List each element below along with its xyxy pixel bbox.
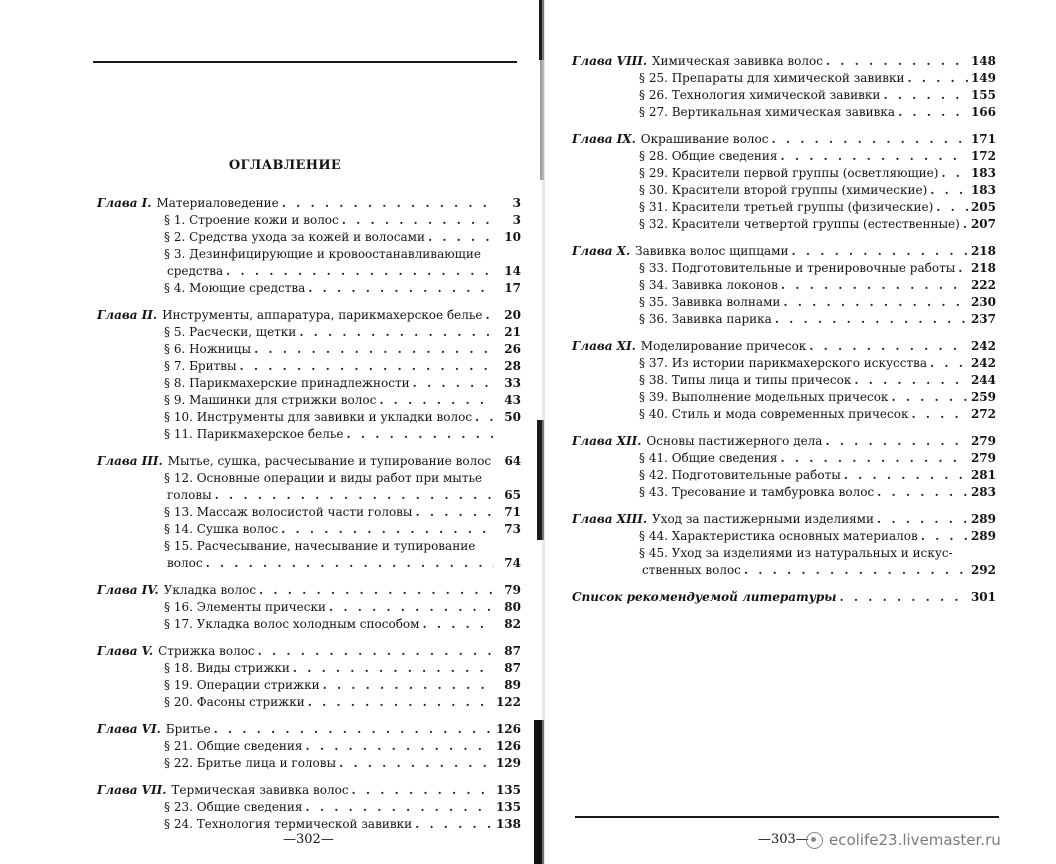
page-ref: 289 <box>970 529 996 543</box>
toc-section <box>572 406 996 423</box>
toc-chapter <box>572 511 996 528</box>
toc-section <box>97 341 521 358</box>
leader-dots <box>282 195 494 212</box>
chapter-title: Основы пастижерного дела <box>646 434 823 448</box>
page-ref: 183 <box>970 166 996 180</box>
seal-icon <box>806 832 823 849</box>
leader-dots <box>214 721 493 738</box>
page-ref: 126 <box>495 722 521 736</box>
page-ref: 64 <box>504 454 522 468</box>
leader-dots <box>963 216 968 233</box>
leader-dots <box>877 484 968 501</box>
page-ref: 171 <box>970 132 996 146</box>
toc-section <box>572 562 996 579</box>
toc-section <box>572 104 996 121</box>
chapter-label: Глава II. <box>97 308 158 322</box>
toc-section <box>97 324 521 341</box>
leader-dots <box>305 799 492 816</box>
section-title: § 33. Подготовительные и тренировочные работы <box>639 261 956 275</box>
toc-section <box>97 616 521 633</box>
leader-dots <box>930 182 968 199</box>
leader-dots <box>352 782 493 799</box>
page-ref: 89 <box>504 678 521 692</box>
page-ref: 138 <box>495 817 521 831</box>
toc-section <box>97 738 521 755</box>
toc-section <box>97 694 521 711</box>
leader-dots <box>958 260 968 277</box>
page-ref: 242 <box>970 356 996 370</box>
toc-section <box>572 372 996 389</box>
toc-section <box>97 470 521 487</box>
page-ref: 172 <box>970 149 996 163</box>
chapter-label: Глава XIII. <box>572 512 648 526</box>
page-ref: 166 <box>970 105 996 119</box>
leader-dots <box>780 148 967 165</box>
page-ref: 126 <box>495 739 521 753</box>
watermark-text: ecolife23.livemaster.ru <box>829 831 1001 849</box>
toc-section <box>572 545 996 562</box>
leader-dots <box>240 358 494 375</box>
page-ref: 43 <box>504 393 521 407</box>
section-title: § 37. Из истории парикмахерского искусства <box>639 356 928 370</box>
page-ref: 50 <box>504 410 521 424</box>
chapter-label: Глава IV. <box>97 583 159 597</box>
toc-section <box>572 87 996 104</box>
chapter-label: Глава V. <box>97 644 154 658</box>
leader-dots <box>379 392 494 409</box>
leader-dots <box>907 70 967 87</box>
toc-section <box>97 212 521 229</box>
page-ref: 73 <box>504 522 521 536</box>
leader-dots <box>308 694 493 711</box>
chapter-title: Химическая завивка волос <box>652 54 823 68</box>
section-title: § 44. Характеристика основных материалов <box>639 529 918 543</box>
page-ref: 17 <box>504 281 521 295</box>
leader-dots <box>258 643 494 660</box>
page-ref: 28 <box>504 359 521 373</box>
leader-dots <box>771 131 967 148</box>
leader-dots <box>342 212 494 229</box>
page-ref: 222 <box>970 278 996 292</box>
page-number-left: —302— <box>283 832 334 847</box>
toc-section <box>572 199 996 216</box>
section-title: § 35. Завивка волнами <box>639 295 781 309</box>
chapter-label: Глава IX. <box>572 132 636 146</box>
page-ref: 135 <box>495 783 521 797</box>
toc-chapter <box>572 131 996 148</box>
page-ref: 301 <box>970 590 996 604</box>
section-title: § 16. Элементы прически <box>164 600 326 614</box>
page-ref: 292 <box>970 563 996 577</box>
page-ref: 205 <box>970 200 996 214</box>
leader-dots <box>422 616 494 633</box>
page-ref: 26 <box>504 342 521 356</box>
section-title-continued: средства <box>167 264 224 278</box>
section-title: § 29. Красители первой группы (осветляющие) <box>639 166 939 180</box>
leader-dots <box>781 277 968 294</box>
leader-dots <box>825 433 967 450</box>
toc-section <box>572 148 996 165</box>
toc-title: ОГЛАВЛЕНИЕ <box>228 158 342 173</box>
section-title: § 22. Бритье лица и головы <box>164 756 337 770</box>
section-title: § 3. Дезинфицирующие и кровоостанавливающие <box>164 247 481 261</box>
leader-dots <box>792 243 968 260</box>
section-title: § 8. Парикмахерские принадлежности <box>164 376 410 390</box>
page-ref: 218 <box>970 261 996 275</box>
toc-section <box>97 358 521 375</box>
leader-dots <box>911 406 968 423</box>
section-title: § 13. Массаж волосистой части головы <box>164 505 413 519</box>
leader-dots <box>941 165 968 182</box>
toc-section <box>572 70 996 87</box>
chapter-title: Термическая завивка волос <box>171 783 349 797</box>
section-title: § 1. Строение кожи и волос <box>164 213 339 227</box>
chapter-title: Укладка волос <box>163 583 257 597</box>
toc-list-left <box>97 195 521 833</box>
section-title: § 31. Красители третьей группы (физические) <box>639 200 934 214</box>
leader-dots <box>780 450 967 467</box>
leader-dots <box>254 341 494 358</box>
toc-chapter <box>572 243 996 260</box>
leader-dots <box>329 599 494 616</box>
leader-dots <box>215 487 494 504</box>
toc-section <box>97 392 521 409</box>
leader-dots <box>206 555 494 572</box>
chapter-label: Глава X. <box>572 244 631 258</box>
leader-dots <box>826 53 968 70</box>
page-ref: 3 <box>512 196 521 210</box>
section-title: § 7. Бритвы <box>164 359 237 373</box>
leader-dots <box>305 738 492 755</box>
chapter-label: Глава XI. <box>572 339 636 353</box>
leader-dots <box>486 307 494 324</box>
section-title: § 6. Ножницы <box>164 342 252 356</box>
toc-section <box>97 487 521 504</box>
leader-dots <box>428 229 494 246</box>
right-page <box>528 0 1056 864</box>
leader-dots <box>323 677 494 694</box>
toc-section <box>572 260 996 277</box>
section-title: § 43. Тресование и тамбуровка волос <box>639 485 875 499</box>
toc-section <box>97 246 521 263</box>
toc-section <box>97 409 521 426</box>
toc-bibliography <box>572 589 996 606</box>
toc-section <box>97 263 521 280</box>
section-title: § 27. Вертикальная химическая завивка <box>639 105 896 119</box>
section-title: § 15. Расчесывание, начесывание и тупирование <box>164 539 476 553</box>
section-title: § 39. Выполнение модельных причесок <box>639 390 889 404</box>
chapter-title: Окрашивание волос <box>640 132 769 146</box>
toc-chapter <box>572 53 996 70</box>
toc-section <box>97 816 521 833</box>
section-title: § 25. Препараты для химической завивки <box>639 71 905 85</box>
chapter-title: Материаловедение <box>156 196 279 210</box>
toc-section <box>572 182 996 199</box>
section-title: § 32. Красители четвертой группы (естественные) <box>639 217 960 231</box>
toc-section <box>97 799 521 816</box>
leader-dots <box>299 324 494 341</box>
section-title: § 40. Стиль и мода современных причесок <box>639 407 909 421</box>
toc-chapter <box>97 582 521 599</box>
leader-dots <box>883 87 968 104</box>
page-ref: 74 <box>504 556 521 570</box>
toc-chapter <box>97 453 521 470</box>
page-ref: 71 <box>504 505 521 519</box>
section-title: § 10. Инструменты для завивки и укладки волос <box>164 410 473 424</box>
page-ref: 289 <box>970 512 996 526</box>
section-title: § 19. Операции стрижки <box>164 678 320 692</box>
chapter-title: Моделирование причесок <box>640 339 807 353</box>
leader-dots <box>308 280 494 297</box>
leader-dots <box>809 338 968 355</box>
page-ref: 87 <box>504 661 521 675</box>
leader-dots <box>475 409 494 426</box>
chapter-title: Завивка волос щипцами <box>635 244 789 258</box>
page-ref: 242 <box>970 339 996 353</box>
top-rule <box>93 61 517 63</box>
leader-dots <box>347 426 495 443</box>
leader-dots <box>921 528 968 545</box>
section-title: § 2. Средства ухода за кожей и волосами <box>164 230 425 244</box>
toc-section <box>97 229 521 246</box>
chapter-label: Глава VIII. <box>572 54 648 68</box>
leader-dots <box>783 294 968 311</box>
toc-chapter <box>97 307 521 324</box>
page-ref: 79 <box>504 583 521 597</box>
section-title: § 20. Фасоны стрижки <box>164 695 305 709</box>
leader-dots <box>226 263 494 280</box>
page-ref: 279 <box>970 451 996 465</box>
page-ref: 14 <box>504 264 521 278</box>
section-title: § 9. Машинки для стрижки волос <box>164 393 377 407</box>
chapter-label: Глава VII. <box>97 783 167 797</box>
page-ref: 259 <box>970 390 996 404</box>
section-title-continued: ственных волос <box>642 563 741 577</box>
page-ref: 33 <box>504 376 521 390</box>
leader-dots <box>415 816 493 833</box>
section-title: § 41. Общие сведения <box>639 451 778 465</box>
toc-section <box>572 294 996 311</box>
leader-dots <box>293 660 494 677</box>
chapter-label: Глава III. <box>97 454 163 468</box>
section-title: § 45. Уход за изделиями из натуральных и искус- <box>639 546 953 560</box>
toc-section <box>97 555 521 572</box>
bottom-rule <box>575 816 999 818</box>
chapter-label: Глава I. <box>97 196 152 210</box>
toc-section <box>572 311 996 328</box>
page-ref: 122 <box>495 695 521 709</box>
toc-chapter <box>97 721 521 738</box>
leader-dots <box>259 582 494 599</box>
chapter-title: Уход за пастижерными изделиями <box>652 512 874 526</box>
toc-chapter <box>572 433 996 450</box>
section-title-continued: головы <box>167 488 212 502</box>
page-ref: 207 <box>970 217 996 231</box>
leader-dots <box>415 504 494 521</box>
section-title: § 36. Завивка парика <box>639 312 772 326</box>
section-title-continued: волос <box>167 556 203 570</box>
leader-dots <box>891 389 968 406</box>
toc-section <box>572 528 996 545</box>
toc-section <box>572 389 996 406</box>
toc-section <box>572 467 996 484</box>
chapter-title: Стрижка волос <box>158 644 255 658</box>
toc-list-right <box>572 53 996 606</box>
toc-section <box>572 165 996 182</box>
toc-section <box>97 426 521 443</box>
section-title: § 12. Основные операции и виды работ при мытье <box>164 471 483 485</box>
leader-dots <box>413 375 494 392</box>
toc-chapter <box>97 643 521 660</box>
page-ref: 272 <box>970 407 996 421</box>
leader-dots <box>339 755 493 772</box>
toc-section <box>97 521 521 538</box>
page-ref: 20 <box>504 308 521 322</box>
toc-chapter <box>97 782 521 799</box>
toc-section <box>97 677 521 694</box>
leader-dots <box>877 511 968 528</box>
toc-section <box>572 450 996 467</box>
page-ref: 80 <box>504 600 521 614</box>
leader-dots <box>936 199 968 216</box>
toc-section <box>97 755 521 772</box>
section-title: § 4. Моющие средства <box>164 281 306 295</box>
section-title: § 38. Типы лица и типы причесок <box>639 373 852 387</box>
toc-section <box>97 504 521 521</box>
section-title: § 28. Общие сведения <box>639 149 778 163</box>
page-ref: 87 <box>504 644 521 658</box>
section-title: § 21. Общие сведения <box>164 739 303 753</box>
chapter-title: Мытье, сушка, расчесывание и тупирование волос <box>167 454 492 468</box>
leader-dots <box>775 311 968 328</box>
section-title: § 18. Виды стрижки <box>164 661 290 675</box>
section-title: § 17. Укладка волос холодным способом <box>164 617 420 631</box>
section-title: § 30. Красители второй группы (химические) <box>639 183 928 197</box>
page-ref: 283 <box>970 485 996 499</box>
toc-section <box>97 375 521 392</box>
toc-section <box>97 280 521 297</box>
page-ref: 237 <box>970 312 996 326</box>
section-title: § 23. Общие сведения <box>164 800 303 814</box>
leader-dots <box>744 562 968 579</box>
toc-section <box>572 216 996 233</box>
page-ref: 230 <box>970 295 996 309</box>
page-ref: 82 <box>504 617 521 631</box>
page-ref: 129 <box>495 756 521 770</box>
page-ref: 218 <box>970 244 996 258</box>
section-title: § 26. Технология химической завивки <box>639 88 881 102</box>
chapter-title: Инструменты, аппаратура, парикмахерское белье <box>162 308 483 322</box>
leader-dots <box>844 467 968 484</box>
page-ref: 135 <box>495 800 521 814</box>
page-ref: 149 <box>970 71 996 85</box>
section-title: § 11. Парикмахерское белье <box>164 427 344 441</box>
toc-section <box>572 277 996 294</box>
page-ref: 281 <box>970 468 996 482</box>
page-ref: 183 <box>970 183 996 197</box>
page-ref: 148 <box>970 54 996 68</box>
section-title: § 42. Подготовительные работы <box>639 468 841 482</box>
chapter-label: Глава VI. <box>97 722 161 736</box>
toc-section <box>97 599 521 616</box>
chapter-label: Глава XII. <box>572 434 642 448</box>
section-title: § 34. Завивка локонов <box>639 278 778 292</box>
watermark <box>806 831 1001 849</box>
page-ref: 279 <box>970 434 996 448</box>
leader-dots <box>930 355 968 372</box>
toc-chapter <box>572 338 996 355</box>
toc-section <box>572 355 996 372</box>
leader-dots <box>840 589 968 606</box>
page-ref: 155 <box>970 88 996 102</box>
page-ref: 21 <box>504 325 521 339</box>
leader-dots <box>854 372 968 389</box>
page-number-right: —303— <box>758 832 809 847</box>
page-ref: 244 <box>970 373 996 387</box>
chapter-title: Бритье <box>165 722 211 736</box>
toc-section <box>97 660 521 677</box>
page-ref: 65 <box>504 488 521 502</box>
leader-dots <box>281 521 494 538</box>
leader-dots <box>898 104 968 121</box>
toc-section <box>97 538 521 555</box>
chapter-label: Список рекомендуемой литературы <box>572 590 837 604</box>
toc-chapter <box>97 195 521 212</box>
section-title: § 14. Сушка волос <box>164 522 279 536</box>
section-title: § 5. Расчески, щетки <box>164 325 297 339</box>
toc-section <box>572 484 996 501</box>
page-ref: 3 <box>512 213 521 227</box>
page-ref: 10 <box>504 230 521 244</box>
section-title: § 24. Технология термической завивки <box>164 817 413 831</box>
